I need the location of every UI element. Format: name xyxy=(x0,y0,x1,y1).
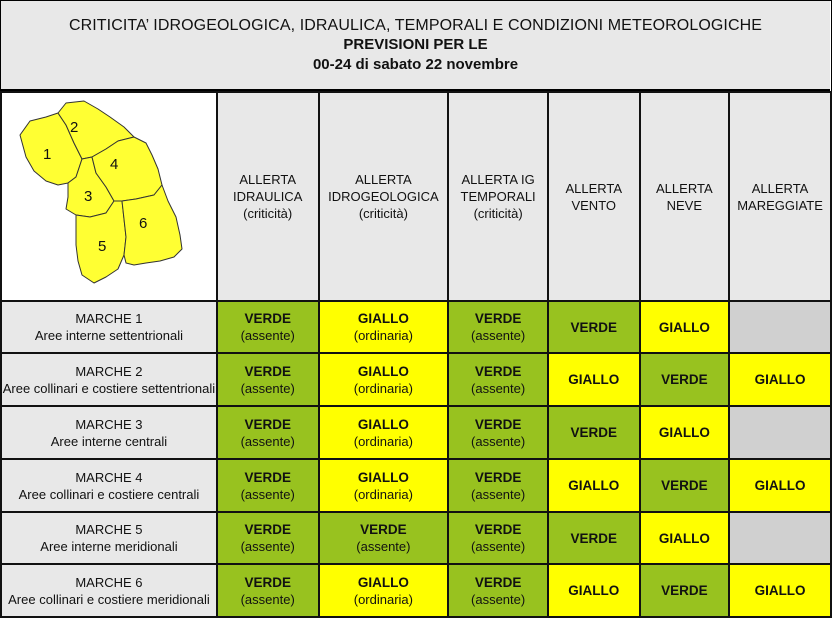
alert-cell xyxy=(448,459,548,512)
alert-status: GIALLO xyxy=(357,363,409,379)
zone-label-cell xyxy=(1,301,217,353)
alert-detail: (assente) xyxy=(471,591,526,607)
zone-label-cell xyxy=(1,406,217,459)
alert-table xyxy=(0,91,832,618)
alert-detail: (ordinaria) xyxy=(353,328,413,343)
alert-status: VERDE xyxy=(661,478,708,493)
zone-name: MARCHE 2 xyxy=(75,363,143,379)
header-line-3: (criticità) xyxy=(358,206,408,221)
alert-status: GIALLO xyxy=(754,583,806,598)
alert-status: GIALLO xyxy=(658,425,710,440)
alert-cell xyxy=(448,406,548,459)
zone-label-cell xyxy=(1,564,217,617)
zone-name: MARCHE 5 xyxy=(75,522,143,537)
header-line-2: VENTO xyxy=(571,197,617,213)
zone-description: Aree collinari e costiere centrali xyxy=(18,486,200,502)
zone-name: MARCHE 1 xyxy=(75,311,143,326)
zone-description: Aree interne meridionali xyxy=(40,539,178,554)
alert-cell xyxy=(640,353,730,406)
header-line-1: ALLERTA xyxy=(239,172,296,187)
alert-cell xyxy=(319,564,449,617)
alert-status: VERDE xyxy=(244,574,291,590)
alert-cell xyxy=(640,459,730,512)
header-line-2: IDROGEOLOGICA xyxy=(328,189,439,204)
alert-detail: (assente) xyxy=(240,591,295,607)
alert-cell xyxy=(729,301,831,353)
alert-status: GIALLO xyxy=(658,530,710,546)
alert-status: GIALLO xyxy=(357,574,409,590)
alert-detail: (assente) xyxy=(240,539,295,554)
alert-detail: (assente) xyxy=(356,539,411,554)
alert-status: VERDE xyxy=(570,319,617,335)
alert-status: GIALLO xyxy=(357,416,409,432)
alert-detail: (assente) xyxy=(240,380,295,396)
header-idraulica xyxy=(217,92,319,301)
zone-label-cell xyxy=(1,512,217,564)
alert-cell xyxy=(640,512,730,564)
alert-cell xyxy=(217,564,319,617)
zone-row xyxy=(1,512,831,564)
header-line-3: (criticità) xyxy=(473,206,523,221)
map-label-6: 6 xyxy=(138,214,148,232)
alert-cell xyxy=(548,512,640,564)
header-temporali xyxy=(448,92,548,301)
alert-status: VERDE xyxy=(244,522,291,537)
alert-cell xyxy=(448,301,548,353)
alert-cell xyxy=(548,301,640,353)
alert-cell xyxy=(548,406,640,459)
alert-status: VERDE xyxy=(474,363,522,379)
header-line-1: ALLERTA xyxy=(656,180,713,196)
header-line-1: ALLERTA xyxy=(355,172,412,187)
alert-status: VERDE xyxy=(570,425,617,440)
map-cell xyxy=(1,92,217,301)
map-label-5: 5 xyxy=(97,237,107,255)
alert-status: GIALLO xyxy=(754,478,806,493)
alert-detail: (assente) xyxy=(471,486,526,502)
alert-cell xyxy=(548,564,640,617)
header-idrogeologica xyxy=(319,92,449,301)
alert-cell xyxy=(217,301,319,353)
alert-status: GIALLO xyxy=(754,372,806,387)
zone-label-cell xyxy=(1,459,217,512)
alert-status: GIALLO xyxy=(568,478,620,493)
alert-cell xyxy=(217,459,319,512)
header-line-2: NEVE xyxy=(666,197,703,213)
alert-cell xyxy=(448,353,548,406)
header-line-1: ALLERTA xyxy=(751,180,809,196)
alert-cell xyxy=(640,301,730,353)
title-line-3: 00-24 di sabato 22 novembre xyxy=(312,56,519,73)
alert-status: VERDE xyxy=(661,583,708,598)
alert-status: VERDE xyxy=(661,372,708,387)
alert-cell xyxy=(217,512,319,564)
alert-cell xyxy=(217,406,319,459)
map-label-4: 4 xyxy=(109,155,119,173)
title-line-1: CRITICITA’ IDROGEOLOGICA, IDRAULICA, TEMPORALI E CONDIZIONI METEOROLOGICHE xyxy=(68,17,763,34)
alert-detail: (ordinaria) xyxy=(353,433,413,449)
marche-zone-map xyxy=(6,97,212,293)
alert-detail: (assente) xyxy=(240,433,295,449)
alert-cell xyxy=(729,564,831,617)
alert-status: GIALLO xyxy=(357,311,409,326)
alert-status: VERDE xyxy=(570,530,617,546)
title-line-2: PREVISIONI PER LE xyxy=(343,36,488,53)
bulletin-title xyxy=(1,1,830,91)
alert-status: VERDE xyxy=(474,416,522,432)
header-vento xyxy=(548,92,640,301)
alert-status: GIALLO xyxy=(568,583,620,598)
header-mareggiate xyxy=(729,92,831,301)
header-line-3: (criticità) xyxy=(243,206,293,221)
alert-status: VERDE xyxy=(474,311,522,326)
alert-status: VERDE xyxy=(244,363,291,379)
alert-cell xyxy=(640,564,730,617)
alert-cell xyxy=(319,301,449,353)
header-line-2: IDRAULICA xyxy=(233,189,303,204)
zone-description: Aree collinari e costiere settentrionali xyxy=(2,380,216,396)
alert-detail: (assente) xyxy=(240,486,295,502)
map-label-1: 1 xyxy=(42,145,52,163)
alert-status: VERDE xyxy=(244,469,291,485)
alert-cell xyxy=(729,406,831,459)
alert-cell xyxy=(319,512,449,564)
zone-description: Aree collinari e costiere meridionali xyxy=(8,591,210,607)
alert-cell xyxy=(217,353,319,406)
alert-cell xyxy=(319,406,449,459)
alert-cell xyxy=(729,459,831,512)
alert-detail: (assente) xyxy=(471,539,526,554)
alert-detail: (ordinaria) xyxy=(353,591,413,607)
zone-description: Aree interne settentrionali xyxy=(34,328,184,343)
header-line-1: ALLERTA xyxy=(565,180,623,196)
alert-detail: (ordinaria) xyxy=(353,380,413,396)
alert-cell xyxy=(319,353,449,406)
alert-cell xyxy=(448,564,548,617)
alert-status: GIALLO xyxy=(568,372,620,387)
zone-row xyxy=(1,459,831,512)
alert-detail: (ordinaria) xyxy=(353,486,413,502)
zone-row xyxy=(1,406,831,459)
zone-label-cell xyxy=(1,353,217,406)
alert-status: GIALLO xyxy=(357,469,409,485)
alert-status: VERDE xyxy=(474,522,522,537)
alert-status: VERDE xyxy=(244,311,291,326)
alert-status: GIALLO xyxy=(658,319,710,335)
header-neve xyxy=(640,92,730,301)
zone-row xyxy=(1,301,831,353)
zone-row xyxy=(1,353,831,406)
alert-detail: (assente) xyxy=(471,433,526,449)
map-label-2: 2 xyxy=(69,118,79,136)
alert-status: VERDE xyxy=(474,469,522,485)
alert-cell xyxy=(729,353,831,406)
alert-cell xyxy=(729,512,831,564)
alert-cell xyxy=(319,459,449,512)
alert-cell xyxy=(448,512,548,564)
header-line-2: MAREGGIATE xyxy=(737,197,823,213)
header-line-2: TEMPORALI xyxy=(460,189,536,204)
zone-row xyxy=(1,564,831,617)
alert-cell xyxy=(548,459,640,512)
zone-name: MARCHE 3 xyxy=(75,416,143,432)
zone-name: MARCHE 4 xyxy=(75,469,143,485)
alert-detail: (assente) xyxy=(240,328,295,343)
alert-status: VERDE xyxy=(474,574,522,590)
zone-name: MARCHE 6 xyxy=(75,574,143,590)
header-row xyxy=(1,92,831,301)
alert-cell xyxy=(548,353,640,406)
map-label-3: 3 xyxy=(83,187,93,205)
header-line-1: ALLERTA IG xyxy=(461,172,535,187)
alert-detail: (assente) xyxy=(471,328,526,343)
zone-description: Aree interne centrali xyxy=(50,433,168,449)
alert-status: VERDE xyxy=(360,522,407,537)
alert-cell xyxy=(640,406,730,459)
alert-status: VERDE xyxy=(244,416,291,432)
alert-detail: (assente) xyxy=(471,380,526,396)
